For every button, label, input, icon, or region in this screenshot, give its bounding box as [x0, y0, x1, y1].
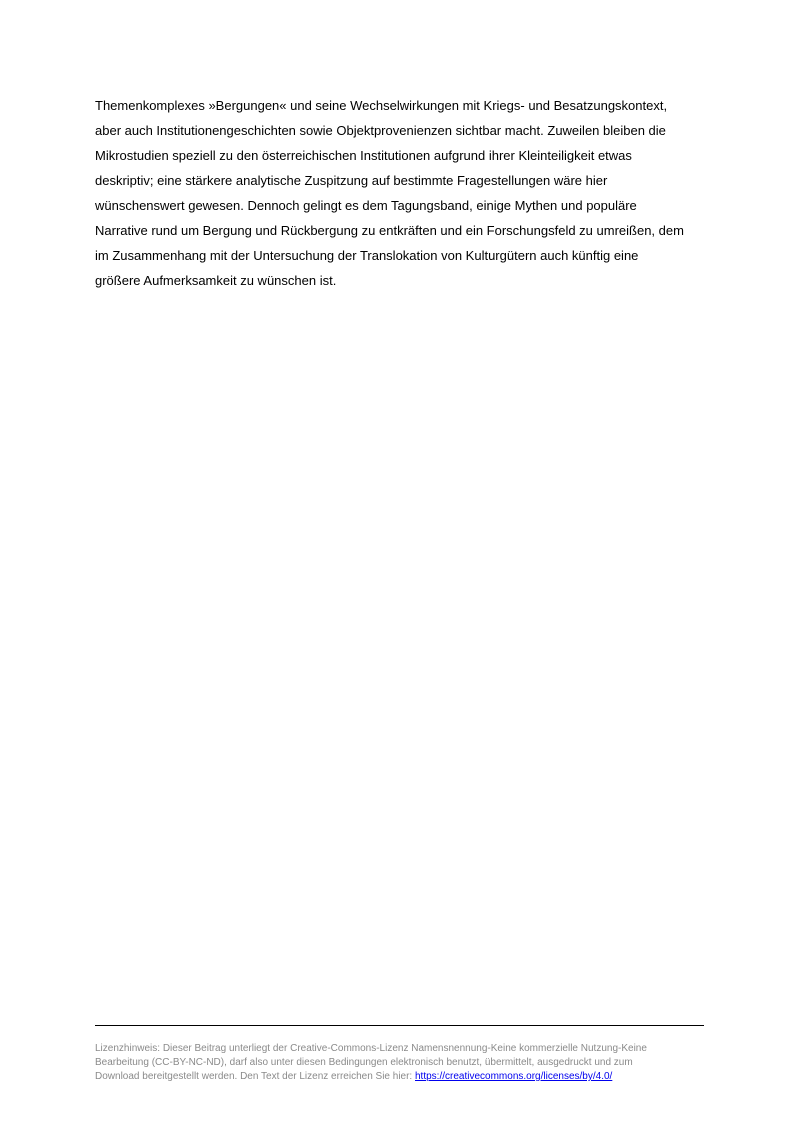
body-line: Narrative rund um Bergung und Rückbergung zu entkräften und ein Forschungsfeld zu umreißen, dem	[95, 223, 684, 238]
license-link[interactable]: https://creativecommons.org/licenses/by/4.0/	[415, 1071, 613, 1082]
license-line-1: Lizenzhinweis: Dieser Beitrag unterliegt der Creative-Commons-Lizenz Namensnennung-Keine kommerzielle Nutzung-Keine	[95, 1043, 647, 1054]
body-line: Mikrostudien speziell zu den österreichischen Institutionen aufgrund ihrer Kleinteiligkeit etwas	[95, 148, 632, 163]
body-line: deskriptiv; eine stärkere analytische Zuspitzung auf bestimmte Fragestellungen wäre hier	[95, 173, 608, 188]
license-line-3	[95, 1070, 707, 1084]
body-paragraph	[95, 93, 710, 293]
body-line: wünschenswert gewesen. Dennoch gelingt es dem Tagungsband, einige Mythen und populäre	[95, 198, 637, 213]
body-line: Themenkomplexes »Bergungen« und seine Wechselwirkungen mit Kriegs- und Besatzungskontext,	[95, 98, 668, 113]
body-line: größere Aufmerksamkeit zu wünschen ist.	[95, 273, 337, 288]
license-line-3-text: Download bereitgestellt werden. Den Text der Lizenz erreichen Sie hier:	[95, 1071, 415, 1082]
license-footer	[95, 1042, 707, 1084]
body-line: aber auch Institutionengeschichten sowie Objektprovenienzen sichtbar macht. Zuweilen bleiben die	[95, 123, 666, 138]
license-line-2: Bearbeitung (CC-BY-NC-ND), darf also unter diesen Bedingungen elektronisch benutzt, übermittelt, ausgedruckt und zum	[95, 1057, 633, 1068]
body-line: im Zusammenhang mit der Untersuchung der Translokation von Kulturgütern auch künftig eine	[95, 248, 639, 263]
footer-divider	[95, 1025, 704, 1026]
